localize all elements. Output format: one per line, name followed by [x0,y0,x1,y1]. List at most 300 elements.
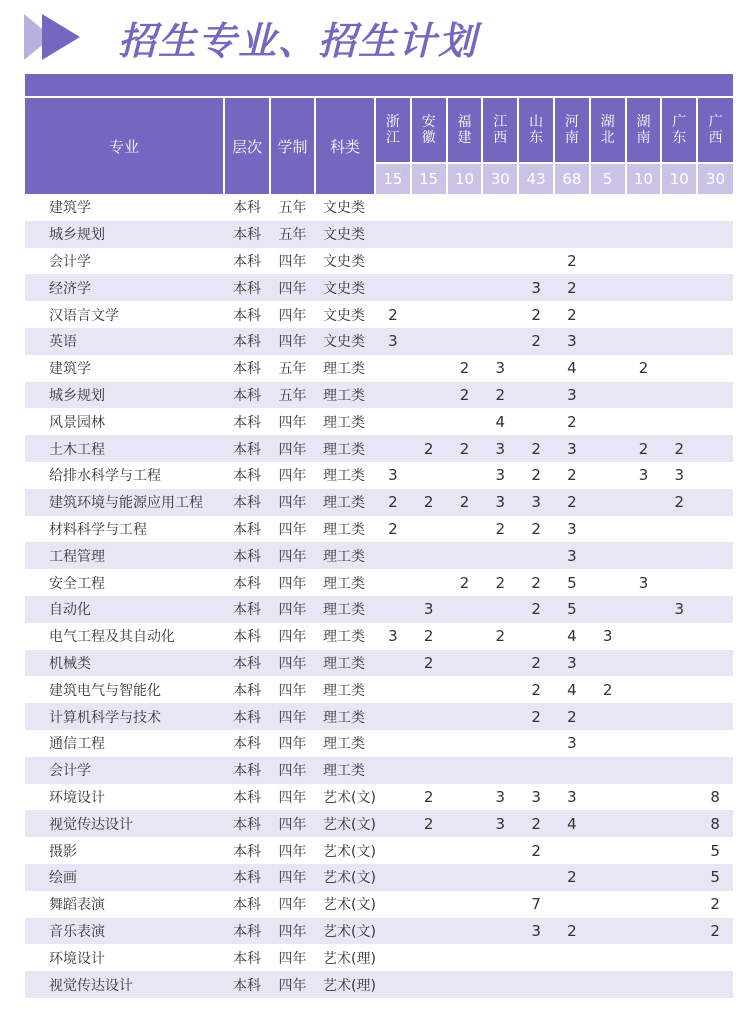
cell-count [590,328,626,355]
cell-count [626,810,662,837]
header-province [554,98,590,163]
cell-duration: 五年 [270,355,315,382]
cell-count [447,248,483,275]
cell-count [661,248,697,275]
cell-count [626,757,662,784]
cell-category: 艺术(理) [315,971,375,998]
cell-count [447,837,483,864]
cell-count [661,730,697,757]
cell-count [697,194,733,221]
table-row [25,810,733,837]
cell-level: 本科 [224,542,270,569]
cell-count [590,194,626,221]
cell-count [447,596,483,623]
cell-count: 3 [375,328,411,355]
cell-duration: 四年 [270,864,315,891]
cell-duration: 四年 [270,489,315,516]
cell-count: 3 [375,623,411,650]
cell-category: 艺术(文) [315,837,375,864]
cell-count [661,676,697,703]
cell-count [626,382,662,409]
cell-level: 本科 [224,328,270,355]
cell-count [590,810,626,837]
province-quota: 15 [411,163,447,194]
cell-major: 机械类 [25,650,224,677]
cell-count: 2 [554,248,590,275]
cell-major: 英语 [25,328,224,355]
cell-count: 2 [518,676,554,703]
table-top-band [25,74,733,96]
cell-major: 城乡规划 [25,382,224,409]
cell-count: 3 [518,274,554,301]
cell-major: 电气工程及其自动化 [25,623,224,650]
cell-count [375,194,411,221]
cell-count [482,864,518,891]
cell-count [375,355,411,382]
cell-count: 8 [697,784,733,811]
cell-duration: 四年 [270,703,315,730]
table-row [25,274,733,301]
cell-count: 2 [447,569,483,596]
cell-count: 2 [411,623,447,650]
cell-count: 5 [697,837,733,864]
cell-count: 2 [661,489,697,516]
cell-count [626,676,662,703]
cell-level: 本科 [224,194,270,221]
cell-level: 本科 [224,596,270,623]
cell-duration: 四年 [270,891,315,918]
cell-count: 2 [482,382,518,409]
header-province [697,98,733,163]
cell-count: 3 [482,355,518,382]
cell-count: 4 [482,408,518,435]
table-row [25,435,733,462]
cell-level: 本科 [224,301,270,328]
cell-count [375,784,411,811]
cell-count [626,650,662,677]
cell-count: 3 [518,489,554,516]
cell-duration: 四年 [270,462,315,489]
cell-count [697,623,733,650]
cell-count: 2 [482,516,518,543]
cell-count: 2 [411,784,447,811]
province-name: 河南 [564,114,579,146]
cell-level: 本科 [224,248,270,275]
cell-count: 4 [554,623,590,650]
cell-count: 2 [375,516,411,543]
header-province [590,98,626,163]
province-quota: 68 [554,163,590,194]
cell-count: 3 [626,569,662,596]
header-province [661,98,697,163]
cell-count: 2 [411,650,447,677]
cell-level: 本科 [224,676,270,703]
cell-count [482,918,518,945]
cell-count [626,864,662,891]
cell-category: 理工类 [315,569,375,596]
cell-count [626,542,662,569]
cell-count [447,194,483,221]
cell-count [411,703,447,730]
cell-category: 文史类 [315,221,375,248]
cell-duration: 四年 [270,569,315,596]
cell-count [661,944,697,971]
cell-count [697,489,733,516]
cell-count: 2 [447,382,483,409]
table-row [25,355,733,382]
cell-count: 3 [554,730,590,757]
cell-count: 2 [697,891,733,918]
cell-major: 视觉传达设计 [25,810,224,837]
cell-count [482,837,518,864]
table-row [25,703,733,730]
cell-count [411,248,447,275]
cell-count [411,864,447,891]
cell-count [626,918,662,945]
cell-count [411,462,447,489]
cell-count [697,596,733,623]
cell-count [411,542,447,569]
cell-count [554,944,590,971]
cell-duration: 五年 [270,382,315,409]
cell-count [518,971,554,998]
header-major: 专业 [25,98,224,194]
cell-count [482,194,518,221]
cell-count [375,650,411,677]
cell-count: 2 [626,355,662,382]
table-row [25,650,733,677]
cell-count: 2 [518,837,554,864]
cell-duration: 五年 [270,194,315,221]
cell-count [590,355,626,382]
cell-count [411,382,447,409]
cell-count [375,596,411,623]
cell-count: 3 [518,784,554,811]
cell-count [518,757,554,784]
cell-category: 理工类 [315,489,375,516]
cell-count [661,355,697,382]
cell-count [447,328,483,355]
cell-count [590,516,626,543]
cell-count [375,730,411,757]
cell-count [411,944,447,971]
cell-count [590,944,626,971]
cell-count: 4 [554,810,590,837]
cell-category: 理工类 [315,516,375,543]
cell-count [375,382,411,409]
cell-count [482,301,518,328]
province-name: 湖北 [600,114,615,146]
cell-count [518,944,554,971]
cell-count: 2 [411,435,447,462]
cell-duration: 四年 [270,971,315,998]
cell-count [375,274,411,301]
cell-count: 3 [554,542,590,569]
cell-count [697,650,733,677]
cell-count [697,408,733,435]
table-row [25,408,733,435]
cell-count: 2 [554,918,590,945]
cell-count [554,891,590,918]
cell-major: 土木工程 [25,435,224,462]
cell-count [590,703,626,730]
cell-count [626,730,662,757]
cell-major: 建筑学 [25,355,224,382]
cell-duration: 四年 [270,676,315,703]
cell-count: 3 [661,462,697,489]
cell-count [375,891,411,918]
cell-duration: 四年 [270,435,315,462]
cell-category: 艺术(文) [315,918,375,945]
cell-count [590,408,626,435]
header-category: 科类 [315,98,375,194]
cell-count [375,944,411,971]
cell-level: 本科 [224,650,270,677]
cell-count [447,301,483,328]
header-province [411,98,447,163]
cell-count [661,328,697,355]
cell-count: 3 [411,596,447,623]
cell-count [661,408,697,435]
cell-count [697,328,733,355]
cell-count [482,328,518,355]
cell-count [626,221,662,248]
cell-count [447,650,483,677]
province-name: 福建 [457,114,472,146]
cell-count [626,489,662,516]
cell-count [447,944,483,971]
cell-category: 文史类 [315,328,375,355]
cell-count [626,274,662,301]
cell-category: 理工类 [315,435,375,462]
table-row [25,944,733,971]
cell-count [590,596,626,623]
cell-count [375,435,411,462]
cell-count [375,703,411,730]
cell-category: 文史类 [315,194,375,221]
cell-duration: 四年 [270,516,315,543]
cell-level: 本科 [224,382,270,409]
cell-major: 风景园林 [25,408,224,435]
cell-count: 2 [518,301,554,328]
cell-count [518,730,554,757]
cell-count [482,944,518,971]
cell-major: 摄影 [25,837,224,864]
cell-duration: 四年 [270,248,315,275]
province-name: 安徽 [421,114,436,146]
cell-count [697,355,733,382]
double-triangle-arrow-icon [24,14,84,60]
cell-count: 2 [411,489,447,516]
header-province [482,98,518,163]
cell-count [590,864,626,891]
cell-category: 理工类 [315,408,375,435]
cell-count: 2 [411,810,447,837]
cell-major: 材料科学与工程 [25,516,224,543]
cell-duration: 四年 [270,650,315,677]
cell-count [661,623,697,650]
cell-level: 本科 [224,810,270,837]
cell-count [482,891,518,918]
cell-count: 5 [554,569,590,596]
cell-level: 本科 [224,435,270,462]
cell-count [697,516,733,543]
cell-count [590,784,626,811]
cell-category: 理工类 [315,382,375,409]
province-name: 广东 [672,114,687,146]
cell-major: 音乐表演 [25,918,224,945]
cell-count: 2 [554,462,590,489]
cell-count: 2 [554,408,590,435]
header-level: 层次 [224,98,270,194]
cell-count [590,489,626,516]
cell-count [590,382,626,409]
cell-major: 经济学 [25,274,224,301]
cell-count [661,784,697,811]
cell-count [447,462,483,489]
cell-category: 理工类 [315,462,375,489]
cell-count [375,248,411,275]
cell-count [661,703,697,730]
cell-major: 建筑学 [25,194,224,221]
cell-count [447,757,483,784]
table-row [25,596,733,623]
cell-count [482,596,518,623]
cell-major: 建筑电气与智能化 [25,676,224,703]
table-row [25,837,733,864]
cell-count [518,864,554,891]
cell-count: 2 [554,864,590,891]
cell-count [447,221,483,248]
cell-count [661,918,697,945]
cell-category: 艺术(文) [315,810,375,837]
cell-duration: 四年 [270,730,315,757]
cell-level: 本科 [224,489,270,516]
cell-count: 3 [482,462,518,489]
cell-count [411,971,447,998]
cell-count: 3 [554,650,590,677]
cell-count [697,971,733,998]
cell-count [554,757,590,784]
cell-count [626,623,662,650]
table-row [25,730,733,757]
cell-count [375,864,411,891]
cell-count: 2 [661,435,697,462]
table-row [25,971,733,998]
table-row [25,221,733,248]
cell-level: 本科 [224,837,270,864]
cell-count [447,408,483,435]
cell-count [482,757,518,784]
cell-count: 2 [447,489,483,516]
cell-duration: 四年 [270,408,315,435]
cell-count [518,248,554,275]
cell-category: 理工类 [315,757,375,784]
cell-count [518,355,554,382]
cell-count [411,194,447,221]
table-row [25,248,733,275]
cell-level: 本科 [224,891,270,918]
cell-count [447,542,483,569]
cell-duration: 四年 [270,837,315,864]
cell-major: 给排水科学与工程 [25,462,224,489]
cell-count [626,596,662,623]
cell-count [590,650,626,677]
cell-count [375,569,411,596]
cell-count [518,542,554,569]
cell-count: 3 [482,810,518,837]
cell-major: 舞蹈表演 [25,891,224,918]
province-quota: 30 [482,163,518,194]
cell-duration: 四年 [270,810,315,837]
cell-count [411,837,447,864]
cell-count [447,676,483,703]
table-row [25,569,733,596]
province-quota: 10 [447,163,483,194]
cell-count [626,248,662,275]
cell-count [590,435,626,462]
cell-level: 本科 [224,918,270,945]
cell-duration: 四年 [270,918,315,945]
cell-count [626,328,662,355]
cell-count [661,382,697,409]
province-name: 广西 [708,114,723,146]
cell-category: 艺术(理) [315,944,375,971]
cell-count: 2 [697,918,733,945]
cell-count [375,810,411,837]
cell-count [590,542,626,569]
table-row [25,918,733,945]
table-row [25,194,733,221]
cell-count [375,676,411,703]
cell-level: 本科 [224,864,270,891]
cell-count: 3 [482,489,518,516]
cell-count: 3 [590,623,626,650]
cell-count: 2 [554,274,590,301]
cell-category: 理工类 [315,676,375,703]
cell-duration: 四年 [270,784,315,811]
cell-count [411,355,447,382]
cell-count [447,703,483,730]
cell-count [590,918,626,945]
cell-count: 2 [518,650,554,677]
cell-major: 汉语言文学 [25,301,224,328]
cell-count [482,542,518,569]
cell-level: 本科 [224,516,270,543]
cell-count [626,408,662,435]
cell-category: 文史类 [315,274,375,301]
cell-level: 本科 [224,355,270,382]
page-title: 招生专业、招生计划 [118,19,479,63]
province-name: 浙江 [385,114,400,146]
table-row [25,516,733,543]
province-name: 湖南 [636,114,651,146]
cell-count: 2 [518,810,554,837]
cell-count: 2 [518,596,554,623]
table-row [25,784,733,811]
cell-count [661,650,697,677]
cell-category: 理工类 [315,730,375,757]
cell-count [590,757,626,784]
cell-count [411,274,447,301]
cell-count: 2 [518,435,554,462]
cell-count: 2 [554,301,590,328]
cell-count [697,462,733,489]
cell-major: 绘画 [25,864,224,891]
cell-count: 2 [518,328,554,355]
cell-count: 3 [554,328,590,355]
cell-count [661,221,697,248]
